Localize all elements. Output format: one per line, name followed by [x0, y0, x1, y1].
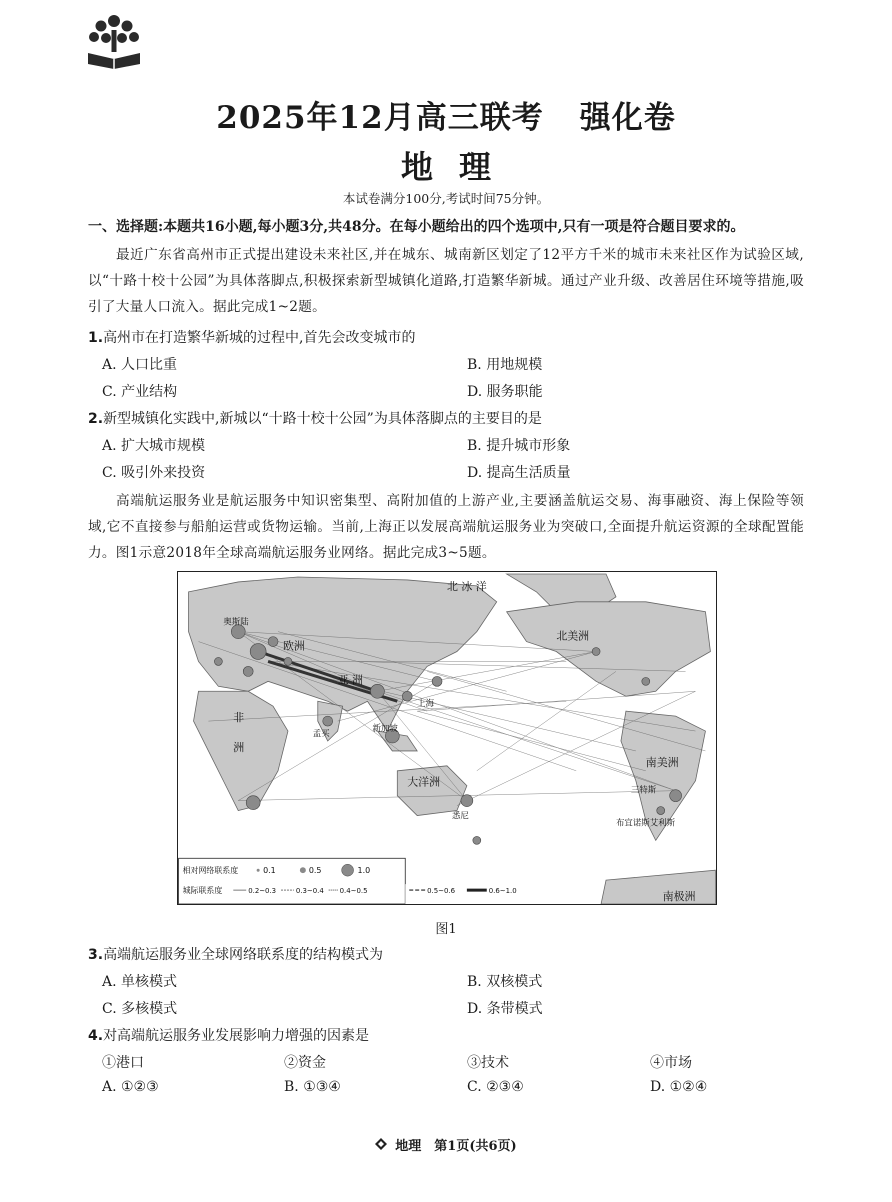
passage-1: 最近广东省高州市正式提出建设未来社区,并在城东、城南新区划定了12平方千米的城市未来社区作为试验区域,以“十路十校十公园”为具体落脚点,积极探索新型城镇化道路,打造繁华新城。通过产业升级、改善居住环境等措施,吸引了大量人口流入。据此完成1~2题。 [88, 247, 804, 315]
school-logo [84, 12, 144, 70]
legend-link-3: 0.4~0.5 [339, 887, 368, 896]
map-label-shanghai: 上海 [417, 698, 435, 709]
map-label-santos: 三特斯 [630, 784, 657, 795]
q3-option-d: D. 条带模式 [467, 1001, 543, 1017]
q2-option-a: A. 扩大城市规模 [102, 438, 206, 454]
map-label-north-america: 北美洲 [556, 629, 590, 643]
question-number: 1. [88, 330, 104, 346]
map-label-oslo: 奥斯陆 [223, 616, 249, 627]
section-heading: 一、选择题:本题共16小题,每小题3分,共48分。在每小题给出的四个选项中,只有一项是符合题目要求的。 [88, 219, 745, 235]
legend-link-4: 0.5~0.6 [427, 887, 456, 896]
question-stem: 对高端航运服务业发展影响力增强的因素是 [103, 1028, 370, 1044]
question-3 [88, 944, 383, 964]
question-stem: 新型城镇化实践中,新城以“十路十校十公园”为具体落脚点的主要目的是 [103, 411, 542, 427]
map-label-africa-2: 洲 [233, 740, 245, 754]
map-label-asia: 亚 洲 [337, 673, 363, 687]
q2-option-b: B. 提升城市形象 [467, 438, 571, 454]
legend-node-small: 0.1 [263, 866, 276, 876]
legend-link-2: 0.3~0.4 [295, 887, 324, 896]
legend-link-title: 城际联系度 [182, 886, 223, 896]
figure-caption: 图1 [435, 922, 457, 937]
page-footer [0, 1135, 892, 1154]
q4-item-4: ④市场 [650, 1055, 692, 1071]
map-label-arctic: 北 冰 洋 [447, 579, 487, 593]
q1-option-a: A. 人口比重 [102, 357, 178, 373]
leaf-icon [375, 1138, 387, 1154]
map-label-south-america: 南美洲 [645, 755, 679, 769]
question-4 [88, 1025, 369, 1045]
q3-option-b: B. 双核模式 [467, 974, 543, 990]
q1-option-c: C. 产业结构 [102, 384, 178, 400]
map-legend [179, 858, 406, 904]
q4-option-a: A. ①②③ [102, 1079, 159, 1095]
exam-title [0, 92, 892, 137]
legend-link-5: 0.6~1.0 [488, 887, 517, 896]
map-label-sydney: 悉尼 [451, 810, 469, 821]
map-label-europe: 欧洲 [282, 639, 305, 653]
world-shipping-network-map [177, 571, 717, 905]
map-label-oceania: 大洋洲 [407, 775, 441, 789]
question-2 [88, 408, 542, 428]
q4-option-d: D. ①②④ [650, 1079, 708, 1095]
q4-option-b: B. ①③④ [284, 1079, 341, 1095]
legend-node-medium: 0.5 [308, 866, 322, 876]
map-label-antarctica: 南极洲 [662, 890, 696, 904]
map-legend-extra [405, 884, 594, 904]
map-label-singapore: 新加坡 [372, 723, 398, 734]
legend-link-1: 0.2~0.3 [248, 887, 277, 896]
map-label-buenos-aires: 布宜诺斯艾利斯 [615, 817, 676, 828]
question-stem: 高州市在打造繁华新城的过程中,首先会改变城市的 [103, 330, 416, 346]
q1-option-b: B. 用地规模 [467, 357, 543, 373]
q3-option-c: C. 多核模式 [102, 1001, 178, 1017]
exam-title-edition: 强化卷 [579, 100, 676, 136]
question-1 [88, 327, 416, 347]
question-number: 3. [88, 947, 104, 963]
q2-option-d: D. 提高生活质量 [467, 465, 571, 481]
q4-item-2: ②资金 [284, 1055, 326, 1071]
question-number: 2. [88, 411, 104, 427]
question-stem: 高端航运服务业全球网络联系度的结构模式为 [103, 947, 384, 963]
footer-text: 地理 第1页(共6页) [395, 1139, 517, 1154]
legend-node-title: 相对网络联系度 [182, 866, 239, 876]
map-label-africa-1: 非 [233, 711, 245, 725]
map-label-mumbai: 孟买 [312, 728, 330, 739]
q2-option-c: C. 吸引外来投资 [102, 465, 206, 481]
question-number: 4. [88, 1028, 104, 1044]
legend-node-large: 1.0 [357, 866, 371, 876]
q1-option-d: D. 服务职能 [467, 384, 543, 400]
q4-option-c: C. ②③④ [467, 1079, 524, 1095]
passage-2: 高端航运服务业是航运服务中知识密集型、高附加值的上游产业,主要涵盖航运交易、海事融资、海上保险等领域,它不直接参与船舶运营或货物运输。当前,上海正以发展高端航运服务业为突破口,全面提升航运资源的全球配置能力。图1示意2018年全球高端航运服务业网络。据此完成3~5题。 [88, 493, 804, 561]
exam-title-main: 2025年12月高三联考 [216, 100, 544, 136]
q4-item-1: ①港口 [102, 1055, 144, 1071]
q3-option-a: A. 单核模式 [102, 974, 178, 990]
q4-item-3: ③技术 [467, 1055, 509, 1071]
subject-title: 地理 [400, 148, 517, 186]
exam-note: 本试卷满分100分,考试时间75分钟。 [342, 191, 550, 206]
